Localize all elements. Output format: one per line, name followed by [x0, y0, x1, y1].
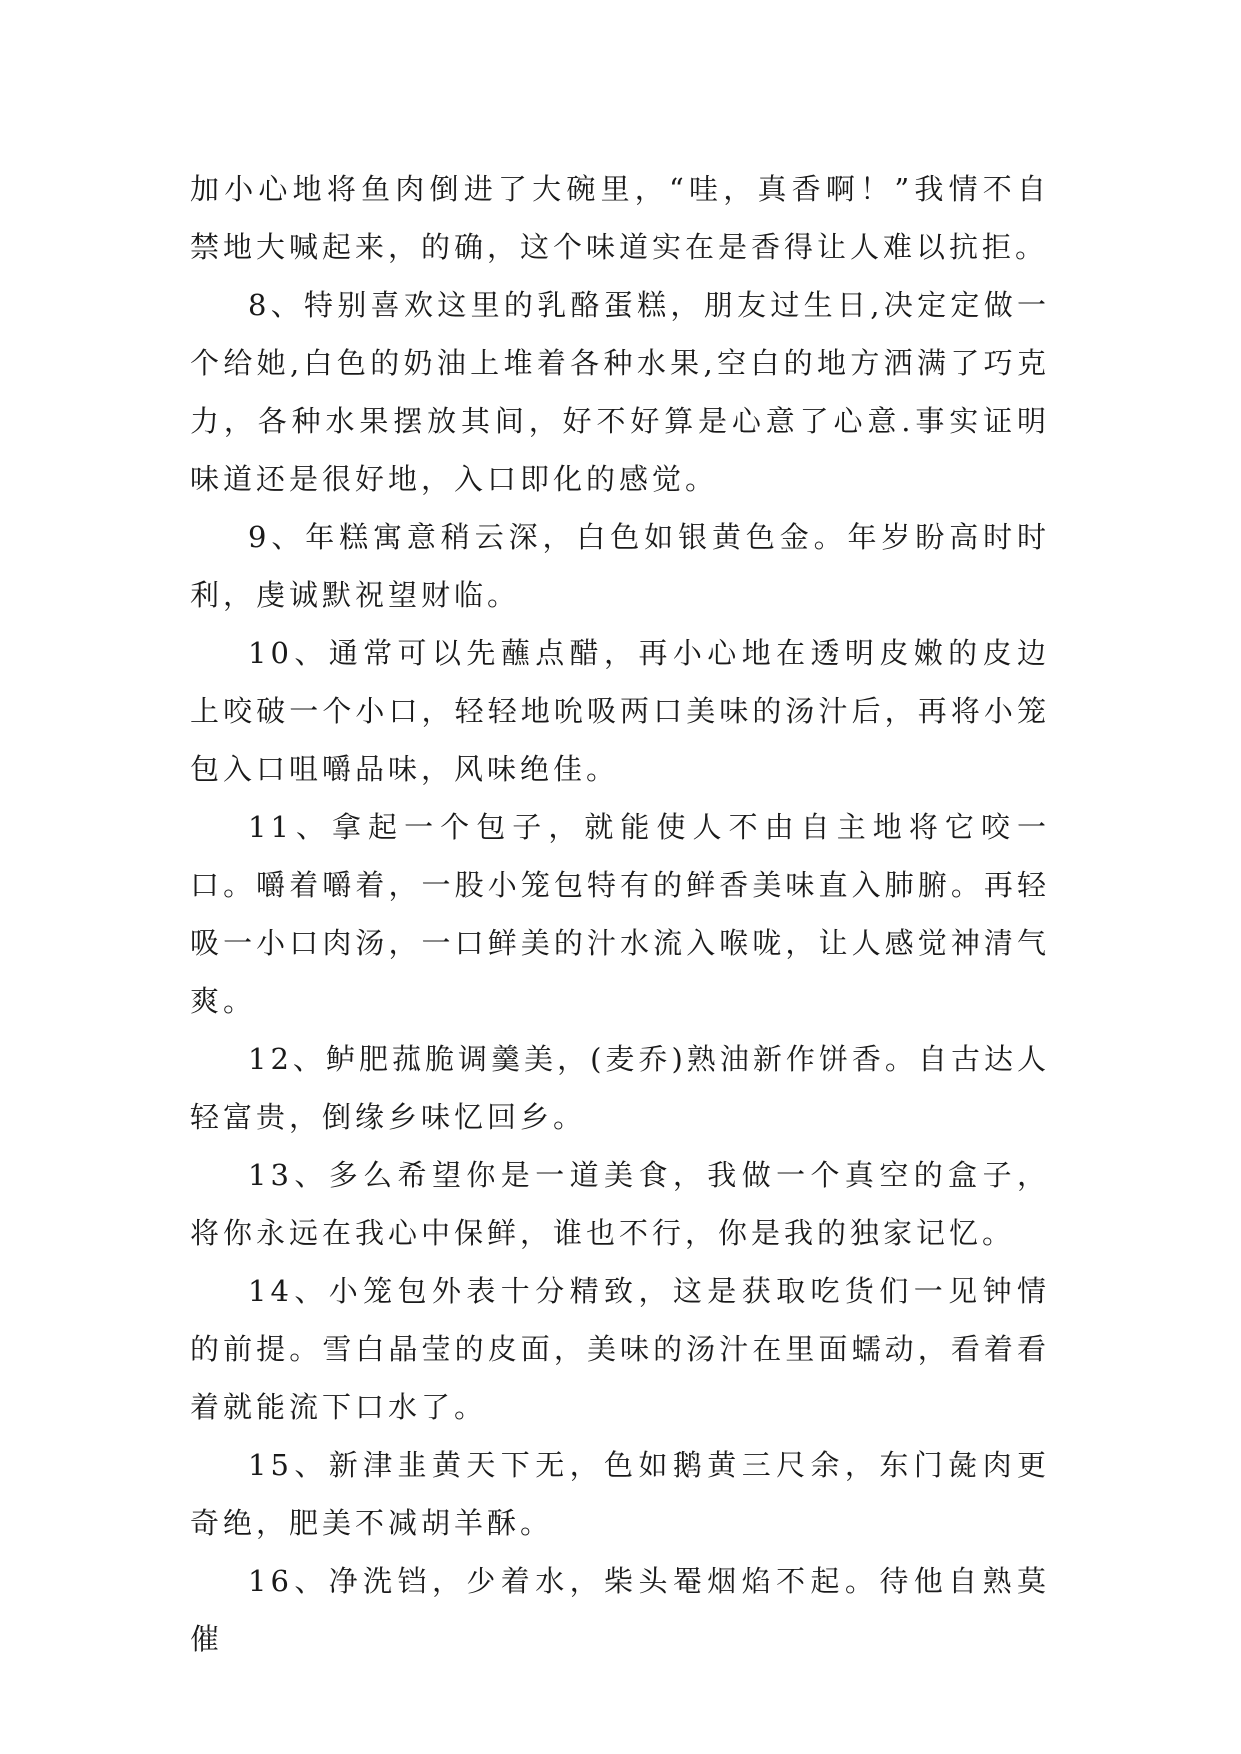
paragraph-item-12: 12、鲈肥菰脆调羹美，(麦乔)熟油新作饼香。自古达人轻富贵，倒缘乡味忆回乡。 [190, 1042, 1050, 1134]
paragraph-item-10: 10、通常可以先蘸点醋，再小心地在透明皮嫩的皮边上咬破一个小口，轻轻地吮吸两口美味的汤汁后，再将小笼包入口咀嚼品味，风味绝佳。 [190, 636, 1050, 786]
document-body [190, 160, 1050, 1668]
paragraph-item-11: 11、拿起一个包子，就能使人不由自主地将它咬一口。嚼着嚼着，一股小笼包特有的鲜香美味直入肺腑。再轻吸一小口肉汤，一口鲜美的汁水流入喉咙，让人感觉神清气爽。 [190, 810, 1050, 1018]
paragraph-continued: 加小心地将鱼肉倒进了大碗里，“哇，真香啊！”我情不自禁地大喊起来，的确，这个味道实在是香得让人难以抗拒。 [190, 172, 1050, 264]
paragraph-item-14: 14、小笼包外表十分精致，这是获取吃货们一见钟情的前提。雪白晶莹的皮面，美味的汤汁在里面蠕动，看着看着就能流下口水了。 [190, 1274, 1050, 1424]
paragraph-item-15: 15、新津韭黄天下无，色如鹅黄三尺余，东门彘肉更奇绝，肥美不减胡羊酥。 [190, 1448, 1050, 1540]
paragraph-item-9: 9、年糕寓意稍云深，白色如银黄色金。年岁盼高时时利，虔诚默祝望财临。 [190, 520, 1050, 612]
paragraph-item-16: 16、净洗铛，少着水，柴头罨烟焰不起。待他自熟莫催 [190, 1564, 1050, 1656]
paragraph-item-8: 8、特别喜欢这里的乳酪蛋糕，朋友过生日,决定定做一个给她,白色的奶油上堆着各种水果,空白的地方洒满了巧克力，各种水果摆放其间，好不好算是心意了心意.事实证明味道还是很好地，入口即化的感觉。 [190, 288, 1050, 496]
paragraph-item-13: 13、多么希望你是一道美食，我做一个真空的盒子，将你永远在我心中保鲜，谁也不行，你是我的独家记忆。 [190, 1158, 1050, 1250]
